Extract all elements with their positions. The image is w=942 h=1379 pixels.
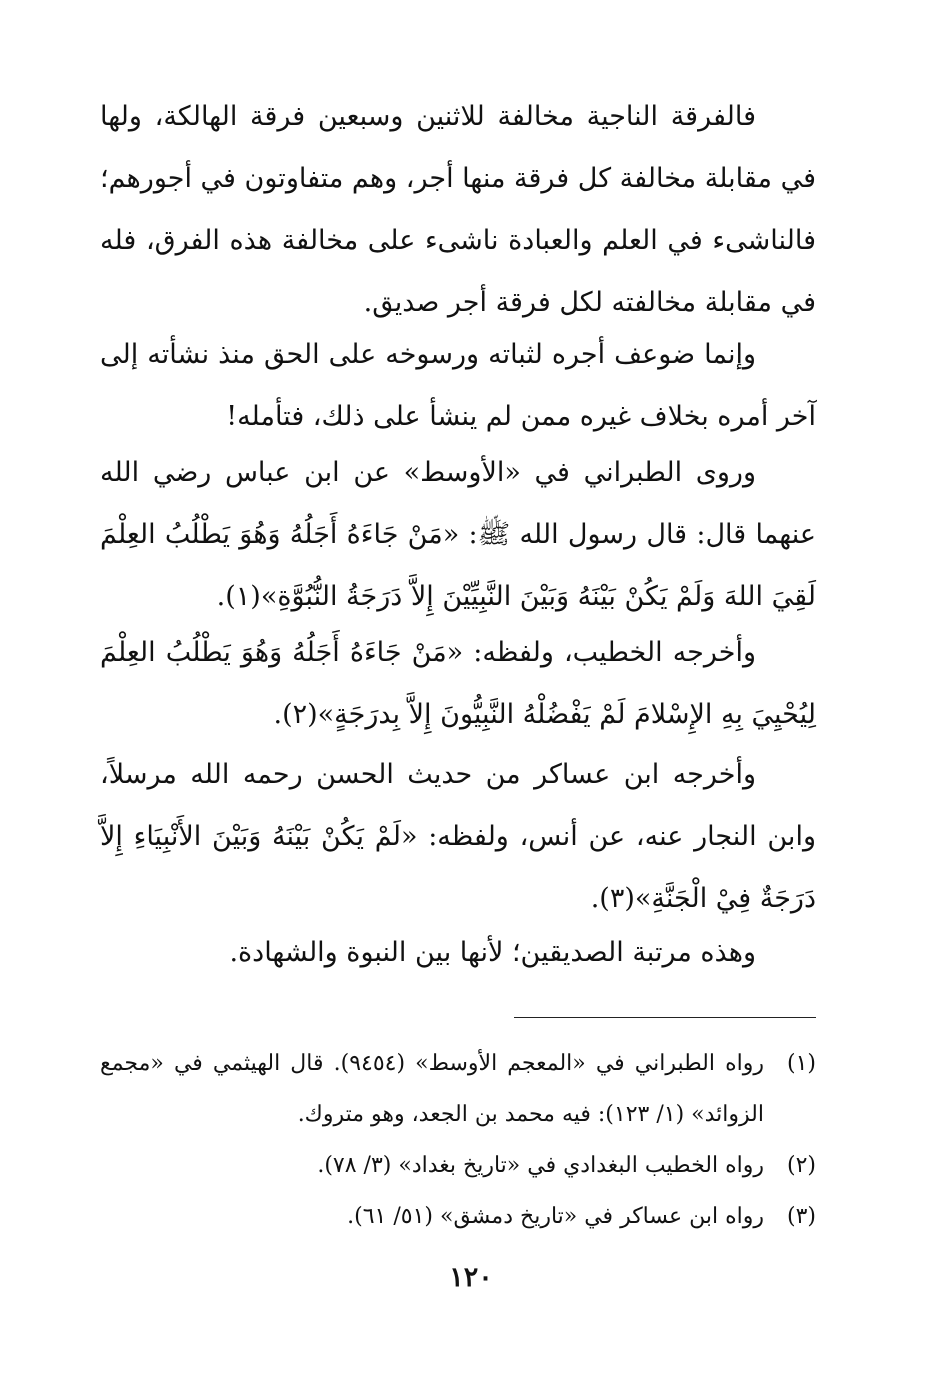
footnote-item	[100, 1140, 816, 1191]
footnote-number: (١)	[786, 1051, 816, 1076]
footnote-separator	[514, 1017, 816, 1018]
paragraph-rank-of-siddiqin: وهذه مرتبة الصديقين؛ لأنها بين النبوة والشهادة.	[229, 937, 756, 968]
footnote-text: رواه الطبراني في «المعجم الأوسط» (٩٤٥٤). قال الهيثمي في «مجمع الزوائد» (١/ ١٢٣): فيه محمد بن الجعد، وهو متروك.	[100, 1051, 764, 1127]
footnote-number: (٢)	[786, 1153, 816, 1178]
footnote-text: رواه الخطيب البغدادي في «تاريخ بغداد» (٣/ ٧٨).	[317, 1153, 764, 1178]
footnotes	[100, 1038, 816, 1242]
paragraph-double-reward: وإنما ضوعف أجره لثباته ورسوخه على الحق منذ نشأته إلى آخر أمره بخلاف غيره ممن لم ينشأ على ذلك، فتأمله!	[100, 339, 816, 432]
footnote-item	[100, 1191, 816, 1242]
footnote-item	[100, 1038, 816, 1140]
paragraph-khatib-hadith: وأخرجه الخطيب، ولفظه: «مَنْ جَاءَهُ أَجَلُهُ وَهُوَ يَطْلُبُ العِلْمَ لِيُحْيِيَ بِهِ الإِسْلامَ لَمْ يَفْضُلْهُ النَّبِيُّونَ إِلاَّ بِدرَجَةٍ»(٢).	[100, 637, 816, 730]
footnote-number: (٣)	[786, 1204, 816, 1229]
footnote-text: رواه ابن عساكر في «تاريخ دمشق» (٥١/ ٦١).	[347, 1204, 764, 1229]
paragraph-ibn-asakir-hadith: وأخرجه ابن عساكر من حديث الحسن رحمه الله مرسلاً، وابن النجار عنه، عن أنس، ولفظه: «لَمْ يَكُنْ بَيْنَهُ وَبَيْنَ الأَنْبِيَاءِ إِلاَّ دَرَجَةٌ فِيْ الْجَنَّةِ»(٣).	[100, 759, 816, 914]
paragraph-ten-sects: فالفرقة الناجية مخالفة للاثنين وسبعين فرقة الهالكة، ولها في مقابلة مخالفة كل فرقة منها أجر، وهم متفاوتون في أجورهم؛ فالناشىء في العلم والعبادة ناشىء على مخالفة هذه الفرق، فله في مقابلة مخالفته لكل فرقة أجر صديق.	[99, 101, 816, 318]
page-number: ١٢٠	[449, 1262, 493, 1293]
paragraph-tabarani-hadith: وروى الطبراني في «الأوسط» عن ابن عباس رضي الله عنهما قال: قال رسول الله ﷺ: «مَنْ جَاءَهُ أَجَلُهُ وَهُوَ يَطْلُبُ العِلْمَ لَقِيَ اللهَ وَلَمْ يَكُنْ بَيْنَهُ وَبَيْنَ النَّبِيِّيْنَ إِلاَّ دَرَجَةُ النُّبُوَّةِ»(١).	[100, 457, 816, 612]
